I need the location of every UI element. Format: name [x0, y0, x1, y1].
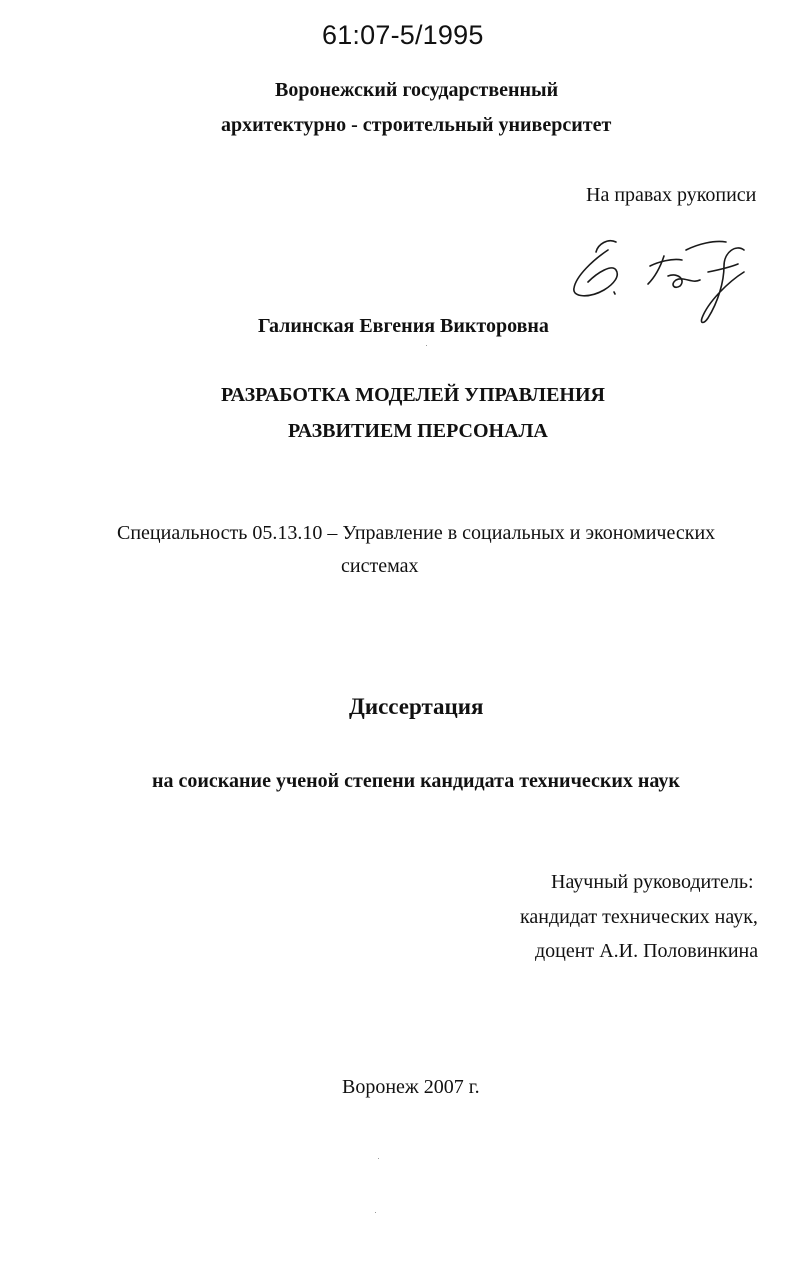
scan-speck — [426, 345, 427, 346]
thesis-title-line-1: РАЗРАБОТКА МОДЕЛЕЙ УПРАВЛЕНИЯ — [221, 384, 605, 406]
advisor-label: Научный руководитель: — [551, 871, 754, 893]
manuscript-rights-note: На правах рукописи — [586, 184, 757, 206]
document-type-heading: Диссертация — [349, 694, 484, 719]
institution-line-1: Воронежский государственный — [275, 79, 559, 101]
catalog-stamp: 61:07-5/1995 — [322, 20, 484, 50]
author-name: Галинская Евгения Викторовна — [258, 315, 549, 337]
degree-statement: на соискание ученой степени кандидата технических наук — [152, 770, 680, 792]
signature-icon — [568, 232, 758, 332]
specialty-line-2: системах — [341, 555, 419, 577]
place-and-year: Воронеж 2007 г. — [342, 1076, 480, 1098]
specialty-line-1: Специальность 05.13.10 – Управление в социальных и экономических — [117, 522, 716, 544]
advisor-name: доцент А.И. Половинкина — [535, 940, 759, 962]
institution-line-2: архитектурно - строительный университет — [221, 114, 612, 136]
scan-speck — [378, 1158, 379, 1159]
scan-speck — [375, 1212, 376, 1213]
advisor-degree: кандидат технических наук, — [520, 906, 758, 928]
thesis-title-line-2: РАЗВИТИЕМ ПЕРСОНАЛА — [288, 420, 548, 442]
